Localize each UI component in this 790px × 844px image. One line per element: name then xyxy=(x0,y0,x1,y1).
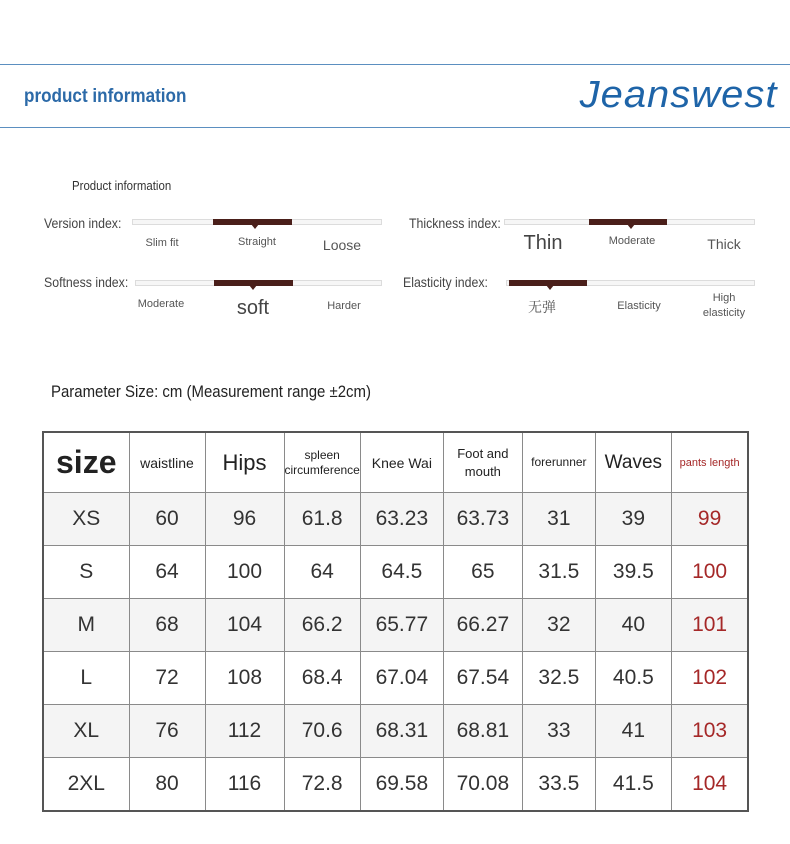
table-cell: 100 xyxy=(671,546,748,599)
table-cell: 112 xyxy=(205,705,284,758)
table-cell: 76 xyxy=(129,705,205,758)
table-cell: 60 xyxy=(129,493,205,546)
table-row xyxy=(43,493,748,546)
softness-index-label: Softness index: xyxy=(44,274,129,290)
size-table-caption: Parameter Size: cm (Measurement range ±2cm) xyxy=(51,382,371,401)
table-cell: 32 xyxy=(522,599,595,652)
table-cell: 70.6 xyxy=(284,705,360,758)
table-cell: 104 xyxy=(205,599,284,652)
table-cell: 39 xyxy=(595,493,671,546)
table-cell: M xyxy=(43,599,129,652)
table-cell: L xyxy=(43,652,129,705)
page-title: product information xyxy=(24,86,187,107)
table-cell: 72.8 xyxy=(284,758,360,812)
product-info-title: Product information xyxy=(72,178,172,193)
table-row xyxy=(43,705,748,758)
softness-index-pointer xyxy=(249,285,257,290)
table-cell: 65.77 xyxy=(360,599,443,652)
table-cell: 66.2 xyxy=(284,599,360,652)
table-cell: 80 xyxy=(129,758,205,812)
table-cell: 64 xyxy=(284,546,360,599)
table-row xyxy=(43,599,748,652)
table-cell: S xyxy=(43,546,129,599)
table-cell: 31 xyxy=(522,493,595,546)
table-cell: 65 xyxy=(443,546,522,599)
elasticity-index-label: Elasticity index: xyxy=(403,274,488,290)
table-cell: 108 xyxy=(205,652,284,705)
table-cell: 101 xyxy=(671,599,748,652)
table-cell: 39.5 xyxy=(595,546,671,599)
table-cell: 63.23 xyxy=(360,493,443,546)
table-cell: 63.73 xyxy=(443,493,522,546)
elasticity-option-none: 无弹 xyxy=(528,299,556,315)
thickness-option-thick: Thick xyxy=(707,236,741,252)
table-cell: 102 xyxy=(671,652,748,705)
table-cell: 64 xyxy=(129,546,205,599)
table-cell: 40 xyxy=(595,599,671,652)
table-cell: 104 xyxy=(671,758,748,812)
table-cell: 67.54 xyxy=(443,652,522,705)
header-waistline: waistline xyxy=(129,432,205,493)
size-table xyxy=(42,431,749,812)
softness-option-soft: soft xyxy=(236,297,270,319)
table-cell: 31.5 xyxy=(522,546,595,599)
table-cell: 40.5 xyxy=(595,652,671,705)
table-cell: 61.8 xyxy=(284,493,360,546)
table-cell: 67.04 xyxy=(360,652,443,705)
header-waves: Waves xyxy=(595,432,671,493)
table-header-row xyxy=(43,432,748,493)
table-cell: 66.27 xyxy=(443,599,522,652)
version-option-straight: Straight xyxy=(238,236,276,248)
thickness-option-moderate: Moderate xyxy=(608,235,656,247)
table-row xyxy=(43,758,748,812)
thickness-index-pointer xyxy=(627,224,635,229)
header-foot-mouth: Foot and mouth xyxy=(443,432,522,493)
thickness-option-thin: Thin xyxy=(523,232,563,254)
table-cell: 2XL xyxy=(43,758,129,812)
table-cell: 68.31 xyxy=(360,705,443,758)
table-cell: 68 xyxy=(129,599,205,652)
version-index-label: Version index: xyxy=(44,215,122,231)
version-option-loose: Loose xyxy=(322,237,362,253)
header-knee: Knee Wai xyxy=(360,432,443,493)
header-hips: Hips xyxy=(205,432,284,493)
table-cell: 72 xyxy=(129,652,205,705)
table-cell: XS xyxy=(43,493,129,546)
table-cell: 68.81 xyxy=(443,705,522,758)
table-cell: 68.4 xyxy=(284,652,360,705)
table-cell: 41.5 xyxy=(595,758,671,812)
header-bottom-rule xyxy=(0,127,790,128)
table-row xyxy=(43,546,748,599)
table-cell: XL xyxy=(43,705,129,758)
table-cell: 64.5 xyxy=(360,546,443,599)
table-cell: 96 xyxy=(205,493,284,546)
table-cell: 33 xyxy=(522,705,595,758)
table-cell: 116 xyxy=(205,758,284,812)
table-cell: 41 xyxy=(595,705,671,758)
header-top-rule xyxy=(0,64,790,65)
elasticity-option-high: High elasticity xyxy=(702,292,746,319)
brand-logo: Jeanswest xyxy=(580,74,778,116)
table-cell: 100 xyxy=(205,546,284,599)
version-option-slim-fit: Slim fit xyxy=(145,237,179,249)
elasticity-index-pointer xyxy=(546,285,554,290)
thickness-index-label: Thickness index: xyxy=(409,215,501,231)
version-index-pointer xyxy=(251,224,259,229)
table-row xyxy=(43,652,748,705)
elasticity-option-elasticity: Elasticity xyxy=(617,300,661,312)
table-cell: 70.08 xyxy=(443,758,522,812)
table-cell: 69.58 xyxy=(360,758,443,812)
softness-option-moderate: Moderate xyxy=(137,298,185,310)
header-spleen-circumference: spleen circumference xyxy=(284,432,360,493)
table-cell: 103 xyxy=(671,705,748,758)
table-cell: 33.5 xyxy=(522,758,595,812)
header-pants-length: pants length xyxy=(671,432,748,493)
table-cell: 32.5 xyxy=(522,652,595,705)
header-forerunner: forerunner xyxy=(522,432,595,493)
table-cell: 99 xyxy=(671,493,748,546)
header-size: size xyxy=(43,432,129,493)
softness-option-harder: Harder xyxy=(327,300,361,312)
